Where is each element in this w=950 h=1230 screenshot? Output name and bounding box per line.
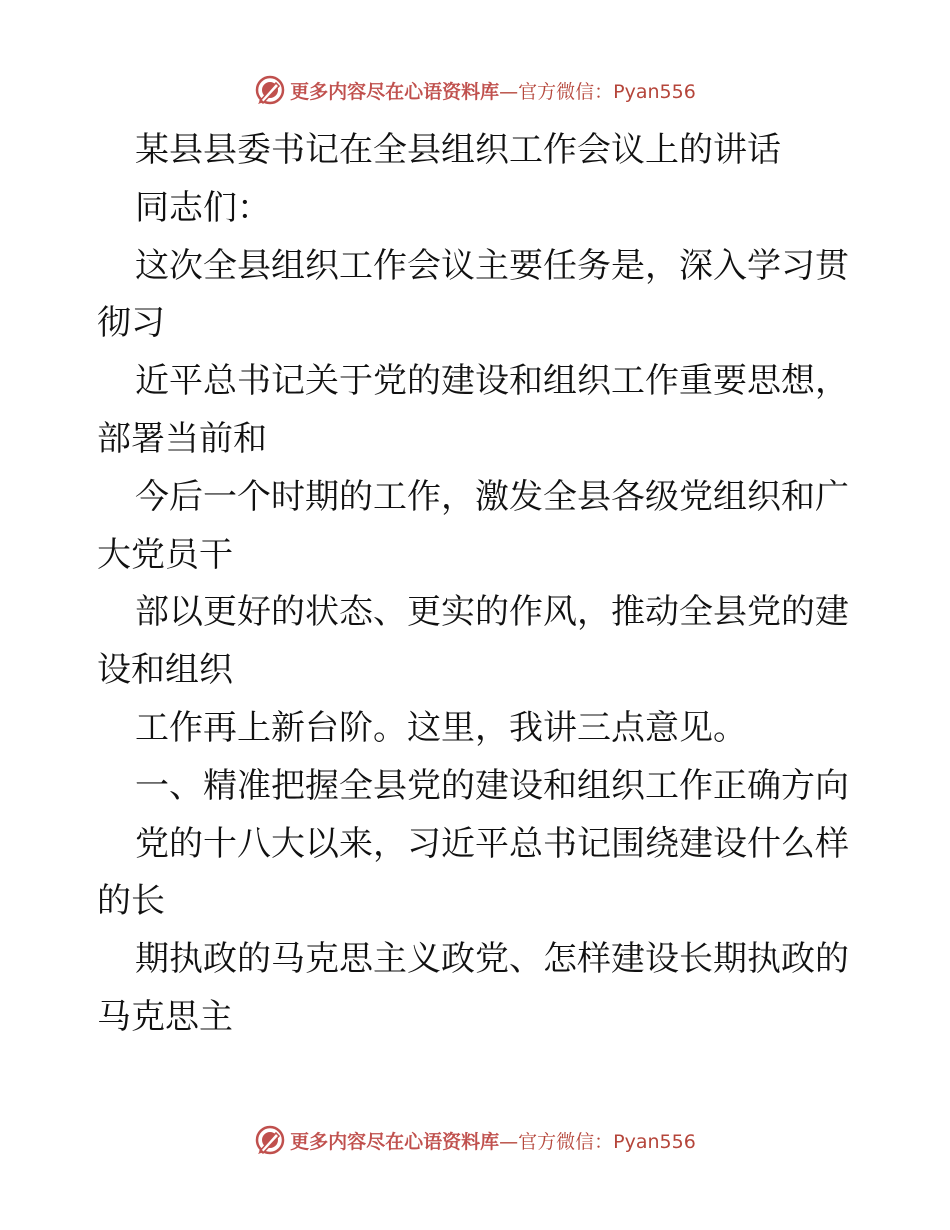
paragraph-line: 这次全县组织工作会议主要任务是，深入学习贯 [135, 245, 849, 286]
paragraph-line: 的长 [97, 881, 165, 922]
paragraph-line: 部以更好的状态、更实的作风，推动全县党的建 [135, 592, 849, 633]
banner-site-text: 更多内容尽在心语资料库 [290, 80, 500, 103]
paragraph-line: 马克思主 [97, 996, 233, 1037]
banner-wechat-text: —官方微信：Pyan556 [499, 80, 696, 103]
document-title: 某县县委书记在全县组织工作会议上的讲话 [135, 130, 781, 170]
section-heading: 一、精准把握全县党的建设和组织工作正确方向 [135, 765, 849, 806]
paragraph-line: 设和组织 [97, 650, 233, 691]
paragraph-line: 期执政的马克思主义政党、怎样建设长期执政的 [135, 939, 849, 980]
document-body [97, 122, 857, 1047]
header-banner [0, 70, 950, 110]
footer-banner [0, 1120, 950, 1160]
paragraph-line: 党的十八大以来，习近平总书记围绕建设什么样 [135, 823, 849, 864]
salutation-line: 同志们： [135, 187, 271, 228]
paragraph-line: 彻习 [97, 303, 165, 344]
red-circle-pen-logo-icon [254, 74, 286, 106]
banner-site-text: 更多内容尽在心语资料库 [290, 1130, 500, 1153]
paragraph-line: 大党员干 [97, 534, 233, 575]
red-circle-pen-logo-icon [254, 1124, 286, 1156]
paragraph-line: 部署当前和 [97, 418, 267, 459]
paragraph-line: 近平总书记关于党的建设和组织工作重要思想， [135, 361, 849, 402]
banner-wechat-text: —官方微信：Pyan556 [499, 1130, 696, 1153]
paragraph-line: 今后一个时期的工作，激发全县各级党组织和广 [135, 476, 849, 517]
paragraph-line: 工作再上新台阶。这里，我讲三点意见。 [135, 707, 747, 748]
